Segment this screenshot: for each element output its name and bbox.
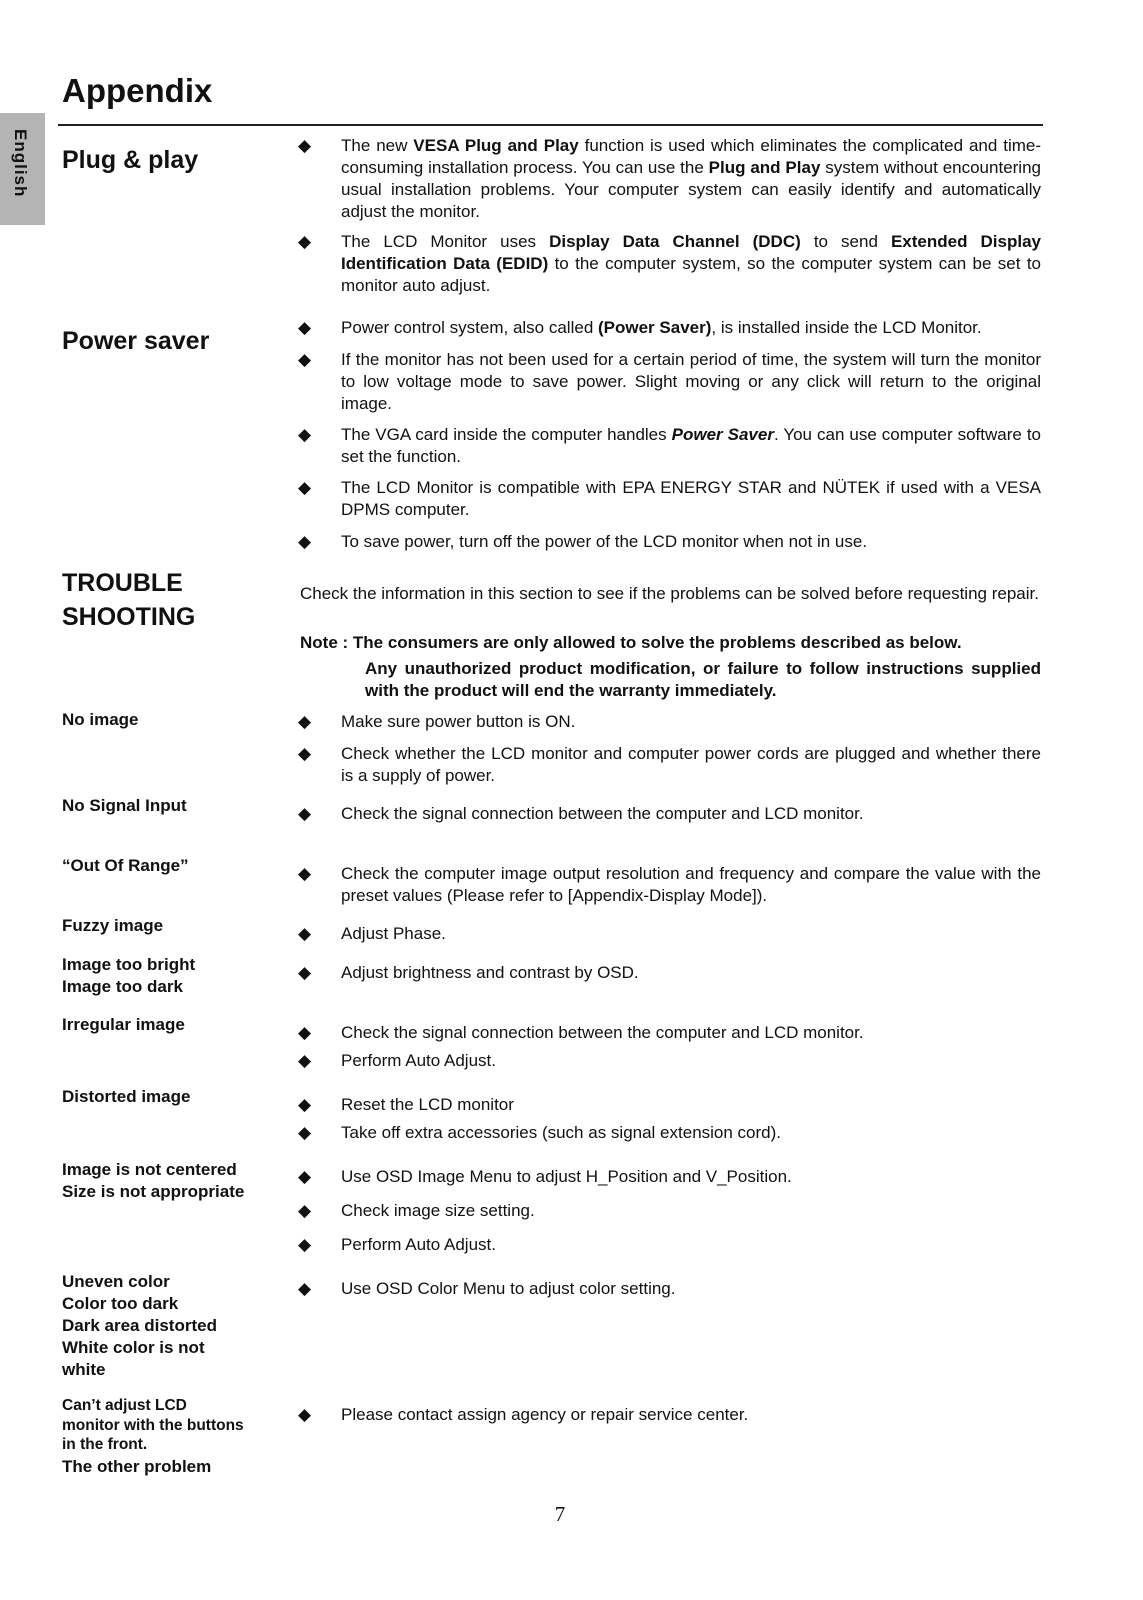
- bullet-diamond-icon: ◆: [298, 963, 312, 982]
- problem-label: “Out Of Range”: [62, 856, 189, 875]
- text-segment: Use OSD Color Menu to adjust color setting.: [341, 1279, 676, 1298]
- bullet-text: [341, 231, 1041, 297]
- note-label: Note :: [300, 633, 353, 652]
- text-segment: Adjust brightness and contrast by OSD.: [341, 963, 639, 982]
- problem-label: Irregular image: [62, 1015, 185, 1034]
- problem-label: Power saver: [62, 327, 210, 355]
- bullet-text: [341, 1022, 1041, 1044]
- problem-label: Can’t adjust LCD monitor with the buttons in the front.: [62, 1397, 244, 1453]
- bullet-text: [341, 803, 1041, 825]
- bullet-diamond-icon: ◆: [298, 1095, 312, 1114]
- bullet-diamond-icon: ◆: [298, 1279, 312, 1298]
- troubleshooting-intro: Check the information in this section to see if the problems can be solved before requesting repair.: [300, 584, 1039, 603]
- bullet-text: [341, 962, 1041, 984]
- bullet-diamond-icon: ◆: [298, 804, 312, 823]
- problem-label: Plug & play: [62, 146, 199, 174]
- problem-label: Image is not centered Size is not appropriate: [62, 1160, 245, 1201]
- text-segment: . You can use computer software to set the function.: [341, 425, 1041, 466]
- text-segment: Perform Auto Adjust.: [341, 1051, 496, 1070]
- emphasis-text: Display Data Channel (DDC): [549, 232, 801, 251]
- problem-label: TROUBLE SHOOTING: [62, 569, 196, 631]
- bullet-text: [341, 135, 1041, 223]
- bullet-text: [341, 923, 1041, 945]
- bullet-text: [341, 1050, 1041, 1072]
- page-title: Appendix: [62, 72, 213, 109]
- text-segment: Check image size setting.: [341, 1201, 535, 1220]
- problem-label: Image too bright Image too dark: [62, 955, 196, 996]
- text-segment: Reset the LCD monitor: [341, 1095, 514, 1114]
- note-line-1: [300, 632, 1041, 654]
- language-tab-label: English: [11, 129, 30, 198]
- text-segment: If the monitor has not been used for a certain period of time, the system will turn the monitor to low voltage mode to save power. Slight moving or any click will return to the original image.: [341, 350, 1041, 413]
- problem-label-secondary: The other problem: [62, 1457, 212, 1476]
- bullet-diamond-icon: ◆: [298, 1023, 312, 1042]
- bullet-text: [341, 477, 1041, 521]
- bullet-diamond-icon: ◆: [298, 1167, 312, 1186]
- bullet-diamond-icon: ◆: [298, 864, 312, 883]
- text-segment: Make sure power button is ON.: [341, 712, 576, 731]
- text-segment: Check whether the LCD monitor and computer power cords are plugged and whether there is a supply of power.: [341, 744, 1041, 785]
- problem-label: Uneven color Color too dark Dark area distorted White color is not white: [62, 1272, 217, 1379]
- text-segment: Adjust Phase.: [341, 924, 446, 943]
- bullet-text: [341, 317, 1041, 339]
- bullet-diamond-icon: ◆: [298, 1051, 312, 1070]
- problem-label: Fuzzy image: [62, 916, 164, 935]
- emphasis-text: Plug and Play: [708, 158, 821, 177]
- text-segment: Take off extra accessories (such as signal extension cord).: [341, 1123, 782, 1142]
- emphasis-text: Power Saver: [671, 425, 774, 444]
- text-segment: Check the computer image output resolution and frequency and compare the value with the preset values (Please refer to [Appendix-Display Mode]).: [341, 864, 1041, 905]
- bullet-diamond-icon: ◆: [298, 318, 312, 337]
- text-segment: The VGA card inside the computer handles: [341, 425, 672, 444]
- title-divider: [58, 124, 1043, 126]
- bullet-diamond-icon: ◆: [298, 478, 312, 497]
- emphasis-text: (Power Saver): [598, 318, 712, 337]
- bullet-text: [341, 1166, 1041, 1188]
- bullet-text: [341, 1122, 1041, 1144]
- bullet-diamond-icon: ◆: [298, 712, 312, 731]
- text-segment: To save power, turn off the power of the LCD monitor when not in use.: [341, 532, 868, 551]
- bullet-text: [341, 743, 1041, 787]
- bullet-diamond-icon: ◆: [298, 425, 312, 444]
- text-segment: The LCD Monitor uses: [341, 232, 550, 251]
- text-segment: Perform Auto Adjust.: [341, 1235, 496, 1254]
- bullet-text: [341, 424, 1041, 468]
- bullet-diamond-icon: ◆: [298, 744, 312, 763]
- problem-label: No Signal Input: [62, 796, 187, 815]
- text-segment: function is used which eliminates the complicated and time-consuming installation process. You can use the: [341, 136, 1042, 177]
- bullet-diamond-icon: ◆: [298, 1235, 312, 1254]
- bullet-text: [341, 1278, 1041, 1300]
- text-segment: Please contact assign agency or repair service center.: [341, 1405, 749, 1424]
- text-segment: The new: [341, 136, 414, 155]
- text-segment: Power control system, also called: [341, 318, 598, 337]
- bullet-diamond-icon: ◆: [298, 136, 312, 155]
- bullet-text: [341, 349, 1041, 415]
- text-segment: The LCD Monitor is compatible with EPA ENERGY STAR and NÜTEK if used with a VESA DPMS computer.: [341, 478, 1041, 519]
- text-segment: , is installed inside the LCD Monitor.: [711, 318, 982, 337]
- emphasis-text: VESA Plug and Play: [413, 136, 579, 155]
- note-line-2: Any unauthorized product modification, or failure to follow instructions supplied with the product will end the warranty immediately.: [365, 659, 1041, 700]
- bullet-diamond-icon: ◆: [298, 1201, 312, 1220]
- text-segment: Check the signal connection between the computer and LCD monitor.: [341, 804, 864, 823]
- bullet-text: [341, 1200, 1041, 1222]
- bullet-diamond-icon: ◆: [298, 924, 312, 943]
- language-tab: [0, 113, 45, 225]
- bullet-text: [341, 1234, 1041, 1256]
- bullet-text: [341, 711, 1041, 733]
- bullet-text: [341, 863, 1041, 907]
- problem-label: No image: [62, 710, 139, 729]
- note-text: The consumers are only allowed to solve the problems described as below.: [352, 633, 962, 652]
- bullet-diamond-icon: ◆: [298, 232, 312, 251]
- bullet-text: [341, 1404, 1041, 1426]
- problem-label: Distorted image: [62, 1087, 191, 1106]
- text-segment: to the computer system, so the computer system can be set to monitor auto adjust.: [341, 254, 1041, 295]
- bullet-text: [341, 1094, 1041, 1116]
- bullet-diamond-icon: ◆: [298, 1405, 312, 1424]
- bullet-diamond-icon: ◆: [298, 350, 312, 369]
- page-number: 7: [554, 1502, 566, 1526]
- bullet-diamond-icon: ◆: [298, 532, 312, 551]
- text-segment: Use OSD Image Menu to adjust H_Position and V_Position.: [341, 1167, 792, 1186]
- bullet-text: [341, 531, 1041, 553]
- bullet-diamond-icon: ◆: [298, 1123, 312, 1142]
- text-segment: Check the signal connection between the computer and LCD monitor.: [341, 1023, 864, 1042]
- emphasis-text: Extended Display Identification Data (EDID): [341, 232, 1042, 273]
- text-segment: to send: [800, 232, 891, 251]
- text-segment: system without encountering usual installation problems. Your computer system can easily identify and automatically adjust the monitor.: [341, 158, 1041, 221]
